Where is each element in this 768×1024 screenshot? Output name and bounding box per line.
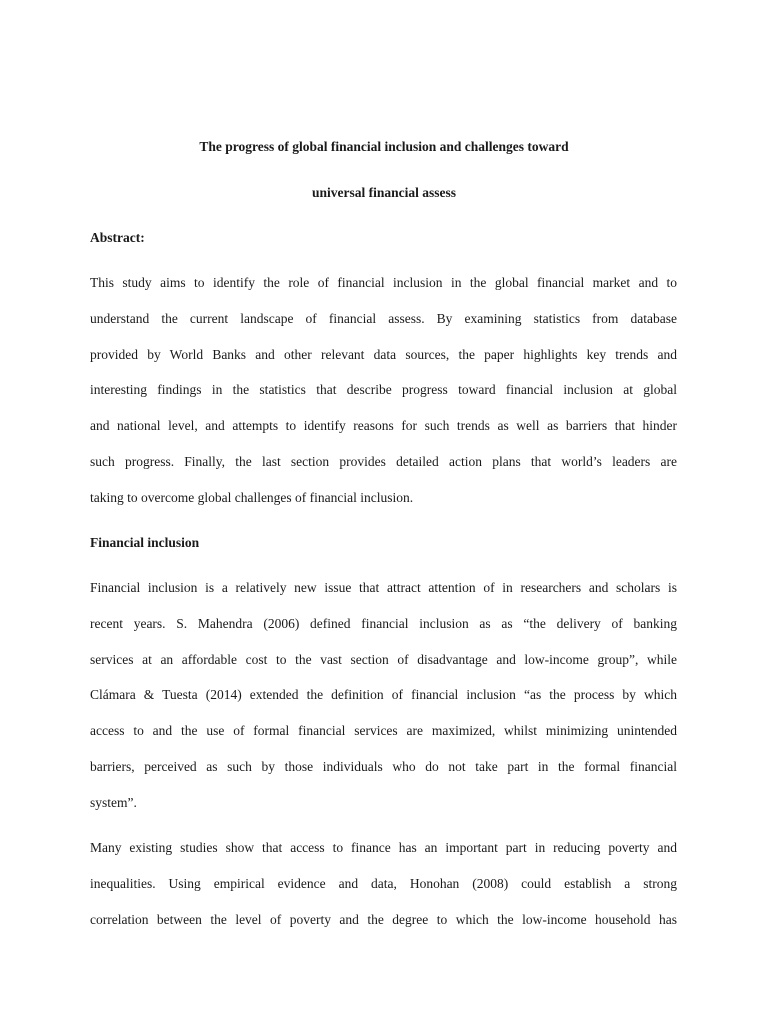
abstract-line: provided by World Banks and other relevant data sources, the paper highlights key trends and [90, 346, 677, 362]
abstract-heading: Abstract: [90, 230, 145, 245]
paragraph-line: correlation between the level of poverty and the degree to which the low-income household has [90, 911, 677, 927]
paragraph-line: barriers, perceived as such by those individuals who do not take part in the formal financial [90, 758, 677, 774]
abstract-line: such progress. Finally, the last section provides detailed action plans that world’s leaders are [90, 453, 677, 469]
title-line-2: universal financial assess [311, 185, 457, 200]
paragraph-line: Clámara & Tuesta (2014) extended the definition of financial inclusion “as the process by which [90, 687, 677, 703]
paragraph-1 [90, 570, 677, 821]
title-line-1: The progress of global financial inclusion and challenges toward [199, 139, 569, 154]
paragraph-line: recent years. S. Mahendra (2006) defined financial inclusion as as “the delivery of banking [90, 615, 677, 631]
paragraph-2 [90, 830, 677, 937]
abstract-paragraph [90, 265, 677, 516]
section-heading-financial-inclusion: Financial inclusion [90, 535, 200, 550]
abstract-line: taking to overcome global challenges of financial inclusion. [90, 489, 414, 505]
paragraph-line: access to and the use of formal financial services are maximized, whilst minimizing unintended [90, 723, 677, 739]
abstract-line: This study aims to identify the role of financial inclusion in the global financial market and to [90, 275, 677, 290]
paragraph-line: Many existing studies show that access to finance has an important part in reducing poverty and [90, 840, 677, 855]
paragraph-line: Financial inclusion is a relatively new issue that attract attention of in researchers and scholars is [90, 580, 677, 595]
paragraph-line: inequalities. Using empirical evidence and data, Honohan (2008) could establish a strong [90, 875, 677, 891]
abstract-line: and national level, and attempts to identify reasons for such trends as well as barriers that hinder [90, 418, 677, 434]
abstract-line: interesting findings in the statistics that describe progress toward financial inclusion at global [90, 382, 677, 398]
paragraph-line: services at an affordable cost to the vast section of disadvantage and low-income group”, while [90, 651, 677, 667]
paragraph-line: system”. [90, 794, 137, 810]
abstract-line: understand the current landscape of financial assess. By examining statistics from database [90, 310, 677, 326]
